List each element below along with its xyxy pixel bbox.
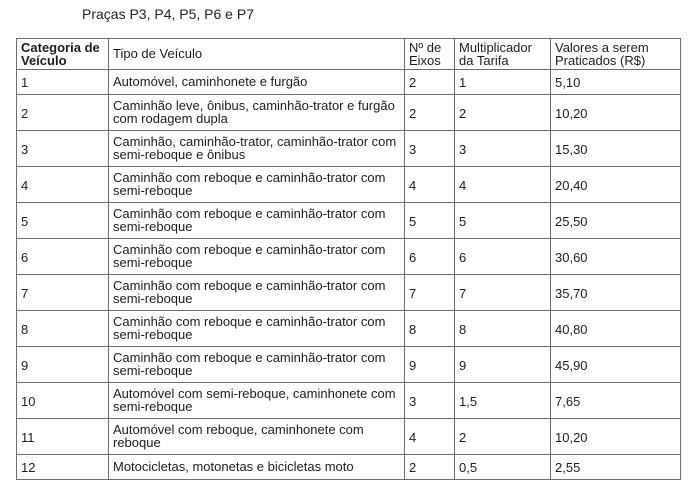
cell-valor: 30,60	[551, 239, 681, 275]
table-row	[17, 70, 681, 95]
cell-tipo: Automóvel, caminhonete e furgão	[109, 70, 405, 95]
table-row	[17, 275, 681, 311]
header-categoria: Categoria de Veículo	[17, 39, 109, 70]
cell-valor: 40,80	[551, 311, 681, 347]
cell-categoria: 11	[17, 419, 109, 455]
cell-categoria: 7	[17, 275, 109, 311]
cell-tipo: Caminhão com reboque e caminhão-trator com semi-reboque	[109, 167, 405, 203]
cell-tipo: Caminhão com reboque e caminhão-trator com semi-reboque	[109, 203, 405, 239]
cell-multiplicador: 1,5	[455, 383, 551, 419]
cell-multiplicador: 5	[455, 203, 551, 239]
cell-valor: 5,10	[551, 70, 681, 95]
cell-valor: 25,50	[551, 203, 681, 239]
cell-multiplicador: 7	[455, 275, 551, 311]
cell-eixos: 5	[405, 203, 455, 239]
cell-categoria: 4	[17, 167, 109, 203]
cell-valor: 10,20	[551, 95, 681, 131]
cell-multiplicador: 6	[455, 239, 551, 275]
cell-categoria: 5	[17, 203, 109, 239]
table-row	[17, 95, 681, 131]
page-subtitle: Praças P3, P4, P5, P6 e P7	[82, 6, 254, 22]
cell-categoria: 10	[17, 383, 109, 419]
cell-valor: 15,30	[551, 131, 681, 167]
cell-eixos: 6	[405, 239, 455, 275]
cell-tipo: Motocicletas, motonetas e bicicletas moto	[109, 455, 405, 480]
cell-categoria: 8	[17, 311, 109, 347]
cell-tipo: Caminhão com reboque e caminhão-trator com semi-reboque	[109, 347, 405, 383]
cell-multiplicador: 2	[455, 419, 551, 455]
cell-eixos: 3	[405, 131, 455, 167]
cell-tipo: Caminhão com reboque e caminhão-trator com semi-reboque	[109, 275, 405, 311]
table-row	[17, 239, 681, 275]
cell-eixos: 9	[405, 347, 455, 383]
cell-eixos: 4	[405, 167, 455, 203]
cell-eixos: 2	[405, 70, 455, 95]
header-eixos: Nº de Eixos	[405, 39, 455, 70]
cell-multiplicador: 2	[455, 95, 551, 131]
cell-tipo: Automóvel com semi-reboque, caminhonete com semi-reboque	[109, 383, 405, 419]
cell-categoria: 9	[17, 347, 109, 383]
cell-tipo: Caminhão leve, ônibus, caminhão-trator e furgão com rodagem dupla	[109, 95, 405, 131]
table-row	[17, 419, 681, 455]
header-multiplicador: Multiplicador da Tarifa	[455, 39, 551, 70]
cell-eixos: 2	[405, 455, 455, 480]
cell-tipo: Automóvel com reboque, caminhonete com reboque	[109, 419, 405, 455]
cell-valor: 10,20	[551, 419, 681, 455]
cell-tipo: Caminhão com reboque e caminhão-trator com semi-reboque	[109, 239, 405, 275]
cell-tipo: Caminhão com reboque e caminhão-trator com semi-reboque	[109, 311, 405, 347]
cell-eixos: 7	[405, 275, 455, 311]
cell-categoria: 1	[17, 70, 109, 95]
cell-multiplicador: 1	[455, 70, 551, 95]
cell-valor: 35,70	[551, 275, 681, 311]
table-row	[17, 383, 681, 419]
table-row	[17, 203, 681, 239]
header-valores: Valores a serem Praticados (R$)	[551, 39, 681, 70]
table-header-row	[17, 39, 681, 70]
table-row	[17, 347, 681, 383]
cell-multiplicador: 9	[455, 347, 551, 383]
table-row	[17, 167, 681, 203]
cell-categoria: 3	[17, 131, 109, 167]
cell-tipo: Caminhão, caminhão-trator, caminhão-trator com semi-reboque e ônibus	[109, 131, 405, 167]
table-row	[17, 455, 681, 480]
cell-valor: 45,90	[551, 347, 681, 383]
table-row	[17, 131, 681, 167]
table-row	[17, 311, 681, 347]
cell-valor: 7,65	[551, 383, 681, 419]
cell-valor: 2,55	[551, 455, 681, 480]
cell-categoria: 2	[17, 95, 109, 131]
cell-multiplicador: 0,5	[455, 455, 551, 480]
cell-multiplicador: 8	[455, 311, 551, 347]
cell-categoria: 6	[17, 239, 109, 275]
cell-multiplicador: 3	[455, 131, 551, 167]
tariff-table	[16, 38, 681, 480]
cell-multiplicador: 4	[455, 167, 551, 203]
cell-eixos: 4	[405, 419, 455, 455]
cell-eixos: 3	[405, 383, 455, 419]
cell-categoria: 12	[17, 455, 109, 480]
header-tipo: Tipo de Veículo	[109, 39, 405, 70]
cell-eixos: 2	[405, 95, 455, 131]
cell-valor: 20,40	[551, 167, 681, 203]
cell-eixos: 8	[405, 311, 455, 347]
